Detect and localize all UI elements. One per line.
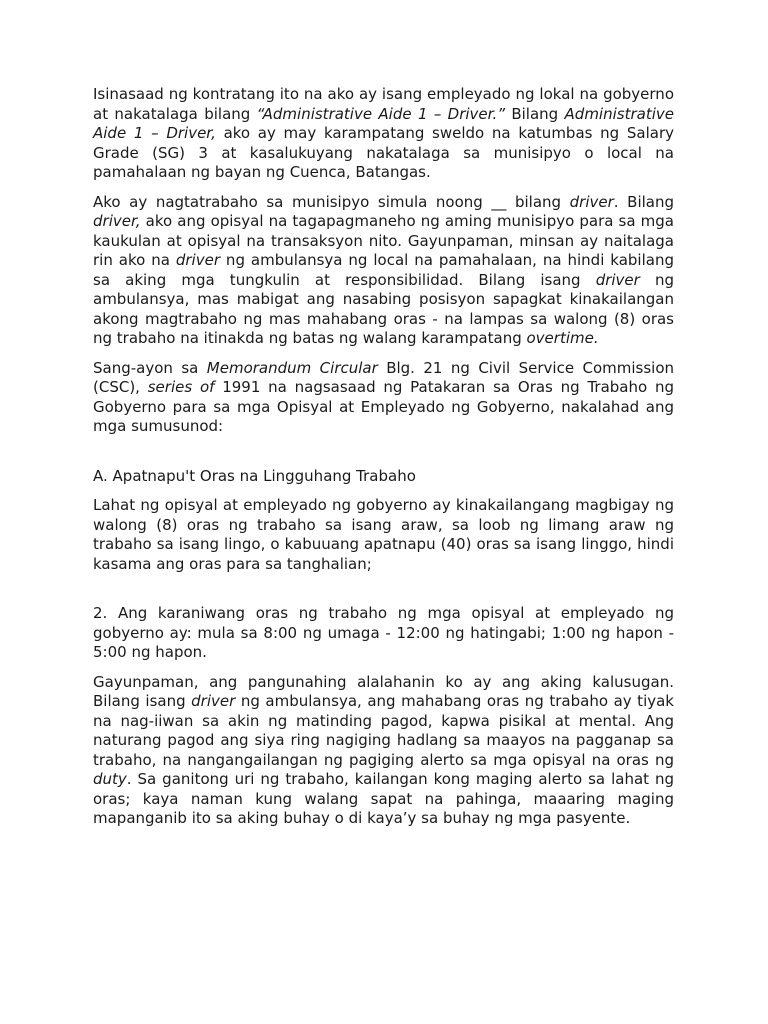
section-heading xyxy=(93,467,674,487)
text-run: Gayunpaman, ang pangunahing alalahanin ko ay ang aking kalusugan. Bilang isang xyxy=(93,672,674,710)
paragraph xyxy=(93,85,674,183)
italic-run: duty xyxy=(93,770,127,788)
italic-run: driver xyxy=(175,251,220,269)
italic-run: Administrative Aide 1 – Driver, xyxy=(93,104,674,142)
paragraph xyxy=(93,359,674,437)
italic-run: driver, xyxy=(93,212,141,230)
text-run: . Bilang xyxy=(613,192,674,211)
document-body xyxy=(93,85,674,839)
italic-run: driver xyxy=(595,270,640,289)
text-run: Blg. 21 ng Civil Service Commission (CSC), xyxy=(93,358,674,396)
paragraph xyxy=(93,673,674,829)
italic-run: driver xyxy=(569,192,614,211)
italic-run: driver xyxy=(191,692,236,710)
paragraph xyxy=(93,604,674,663)
italic-run: series of xyxy=(147,378,215,396)
text-run: Sang-ayon sa xyxy=(93,358,207,377)
text-run: Isinasaad ng kontratang ito na ako ay isang empleyado ng lokal na gobyerno at nakatalaga bilang xyxy=(93,85,674,123)
text-run: ako ay may karampatang sweldo na katumbas ng Salary Grade (SG) 3 at kasalukuyang nakatalaga sa munisipyo o local na pamahalaan ng bayan ng Cuenca, Batangas. xyxy=(93,124,675,181)
text-run: 2. Ang karaniwang oras ng trabaho ng mga opisyal at empleyado ng gobyerno ay: mula sa 8:00 ng umaga - 12:00 ng hatingabi; 1:00 ng hapon - 5:00 ng hapon. xyxy=(93,604,674,661)
italic-run: overtime. xyxy=(526,329,599,347)
text-run: Ako ay nagtatrabaho sa munisipyo simula noong __ bilang xyxy=(93,192,570,211)
text-run: ako ang opisyal na tagapagmaneho ng aming munisipyo para sa mga kaukulan at opisyal na transaksyon nito. Gayunpaman, minsan ay naitalaga rin ako na xyxy=(93,212,674,269)
text-run: Lahat ng opisyal at empleyado ng gobyerno ay kinakailangang magbigay ng walong (8) oras ng trabaho sa isang araw, sa loob ng limang araw ng trabaho sa isang lingo, o kabuuang apatnapu (40) oras sa isang linggo, hindi kasama ang oras para sa tanghalian; xyxy=(93,496,674,573)
text-run: . Sa ganitong uri ng trabaho, kailangan kong maging alerto sa lahat ng oras; kaya naman kung walang sapat na pahinga, maaaring maging mapanganib ito sa aking buhay o di kaya’y sa buhay ng mga pasyente. xyxy=(93,770,674,827)
text-run: ng ambulansya, mas mabigat ang nasabing posisyon sapagkat kinakailangan akong magtrabaho ng mas mahabang oras - na lampas sa walong (8) oras ng trabaho na itinakda ng batas ng walang karampatang xyxy=(93,270,675,347)
text-run: 1991 na nagsasaad ng Patakaran sa Oras ng Trabaho ng Gobyerno para sa mga Opisyal at Empleyado ng Gobyerno, nakalahad ang mga sumusunod: xyxy=(93,378,674,435)
italic-run: Memorandum Circular xyxy=(206,358,378,377)
text-run: ng ambulansya ng local na pamahalaan, na hindi kabilang sa aking mga tungkulin at responsibilidad. Bilang isang xyxy=(93,251,674,289)
text-run: ng ambulansya, ang mahabang oras ng trabaho ay tiyak na nag-iiwan sa akin ng matinding pagod, kapwa pisikal at mental. Ang naturang pagod ang siya ring nagiging hadlang sa maayos na pagganap sa trabaho, na nangangailangan ng pagiging alerto sa mga opisyal na oras ng xyxy=(93,692,674,769)
text-run: Bilang xyxy=(505,104,565,123)
text-run: A. Apatnapu't Oras na Lingguhang Trabaho xyxy=(93,466,416,485)
italic-run: “Administrative Aide 1 – Driver.” xyxy=(256,104,505,123)
paragraph xyxy=(93,496,674,574)
paragraph xyxy=(93,193,674,349)
